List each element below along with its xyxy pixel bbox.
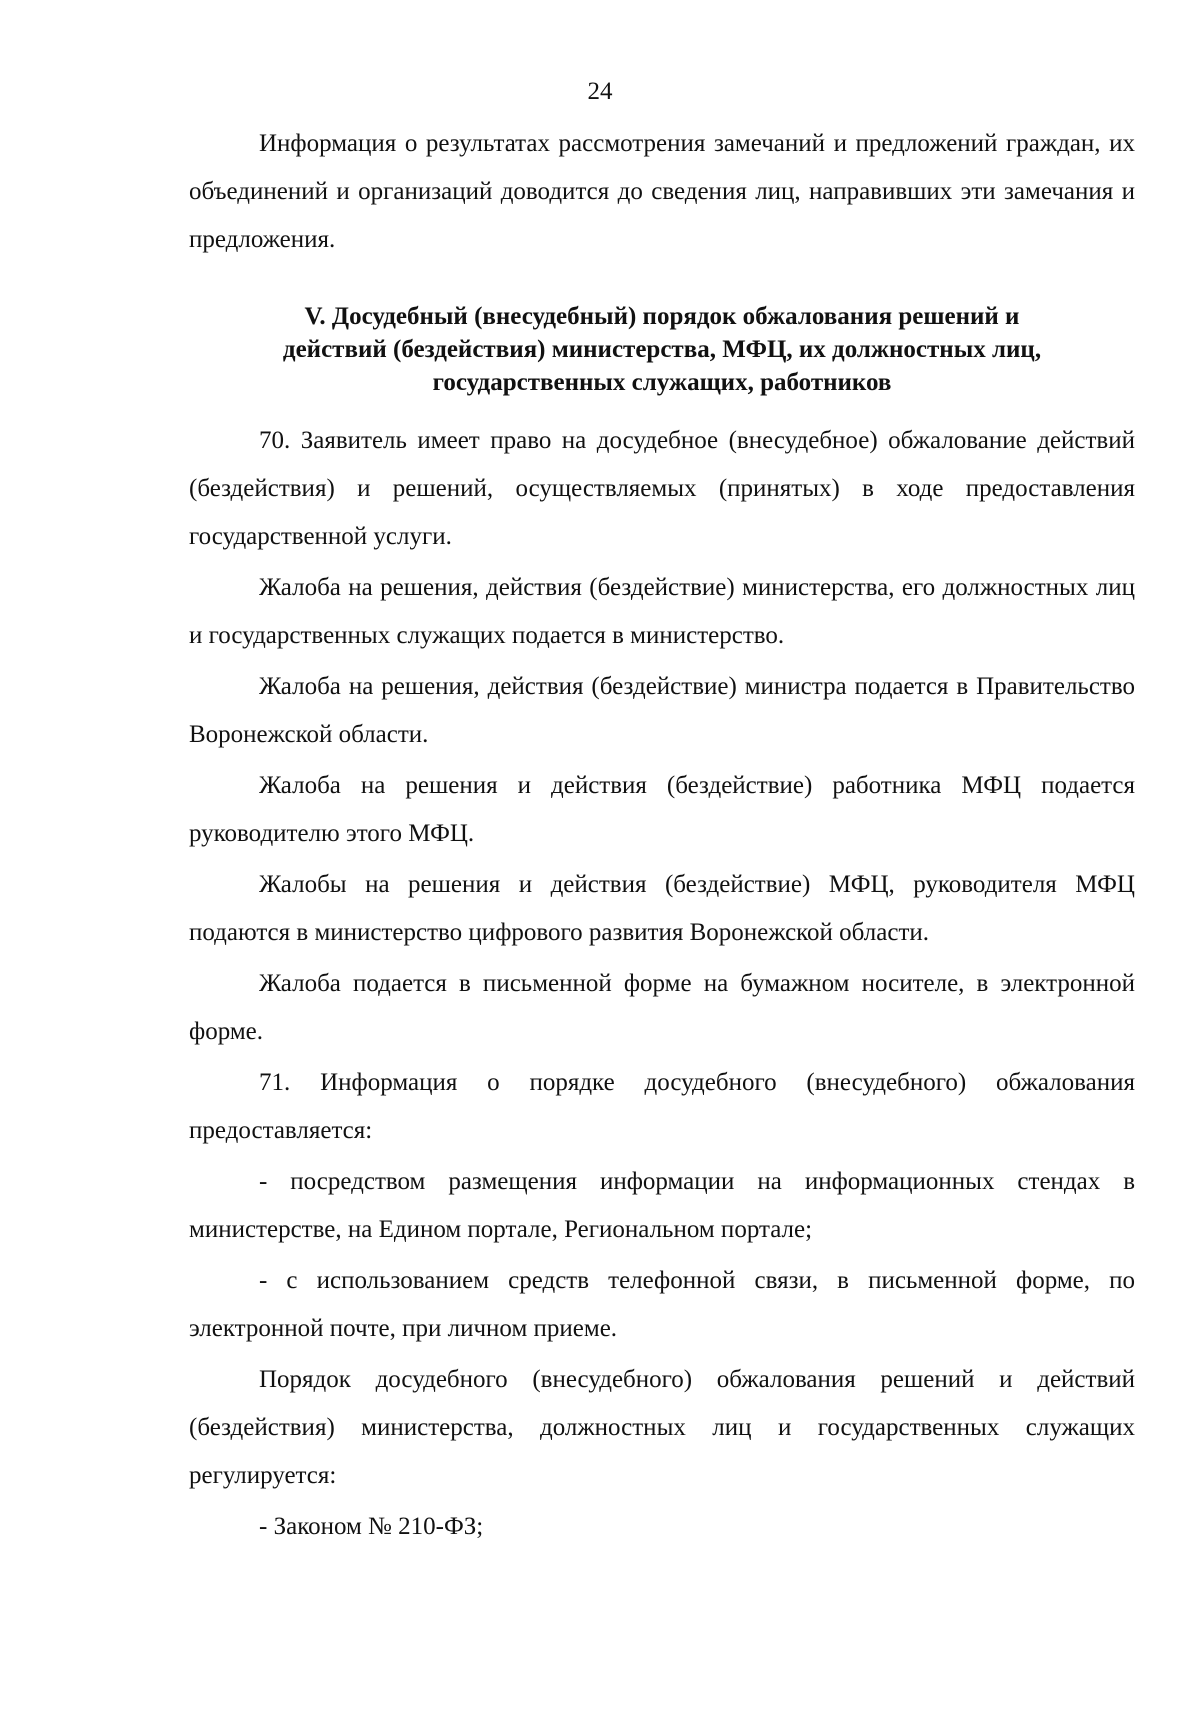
paragraph-70: 70. Заявитель имеет право на досудебное (внесудебное) обжалование действий (бездействия) и решений, осуществляемых (принятых) в ходе предоставления государственной услуги.	[189, 427, 1135, 550]
paragraph-71: 71. Информация о порядке досудебного (внесудебного) обжалования предоставляется:	[189, 1069, 1135, 1144]
paragraph-complaint-minister: Жалоба на решения, действия (бездействие) министра подается в Правительство Воронежской области.	[189, 673, 1135, 748]
list-item-phone: - с использованием средств телефонной связи, в письменной форме, по электронной почте, при личном приеме.	[189, 1267, 1135, 1342]
page-number: 24	[587, 78, 613, 105]
list-item-law: - Законом № 210-ФЗ;	[259, 1513, 484, 1540]
document-body	[189, 120, 1135, 1554]
paragraph-regulation: Порядок досудебного (внесудебного) обжалования решений и действий (бездействия) министерства, должностных лиц и государственных служащих регулируется:	[189, 1366, 1135, 1489]
paragraph-complaint-ministry: Жалоба на решения, действия (бездействие) министерства, его должностных лиц и государственных служащих подается в министерство.	[189, 574, 1135, 649]
paragraph-complaint-mfc: Жалобы на решения и действия (бездействие) МФЦ, руководителя МФЦ подаются в министерство цифрового развития Воронежской области.	[189, 871, 1135, 946]
section-heading-line-1: V. Досудебный (внесудебный) порядок обжалования решений и	[304, 303, 1020, 330]
section-heading-line-2: действий (бездействия) министерства, МФЦ, их должностных лиц,	[282, 336, 1042, 363]
paragraph-complaint-mfc-worker: Жалоба на решения и действия (бездействие) работника МФЦ подается руководителю этого МФЦ.	[189, 772, 1135, 847]
list-item-stands: - посредством размещения информации на информационных стендах в министерстве, на Едином портале, Региональном портале;	[189, 1168, 1135, 1243]
section-heading	[189, 300, 1135, 399]
paragraph-complaint-form: Жалоба подается в письменной форме на бумажном носителе, в электронной форме.	[189, 970, 1135, 1045]
section-heading-line-3: государственных служащих, работников	[432, 369, 892, 396]
intro-paragraph: Информация о результатах рассмотрения замечаний и предложений граждан, их объединений и организаций доводится до сведения лиц, направивших эти замечания и предложения.	[189, 130, 1135, 253]
